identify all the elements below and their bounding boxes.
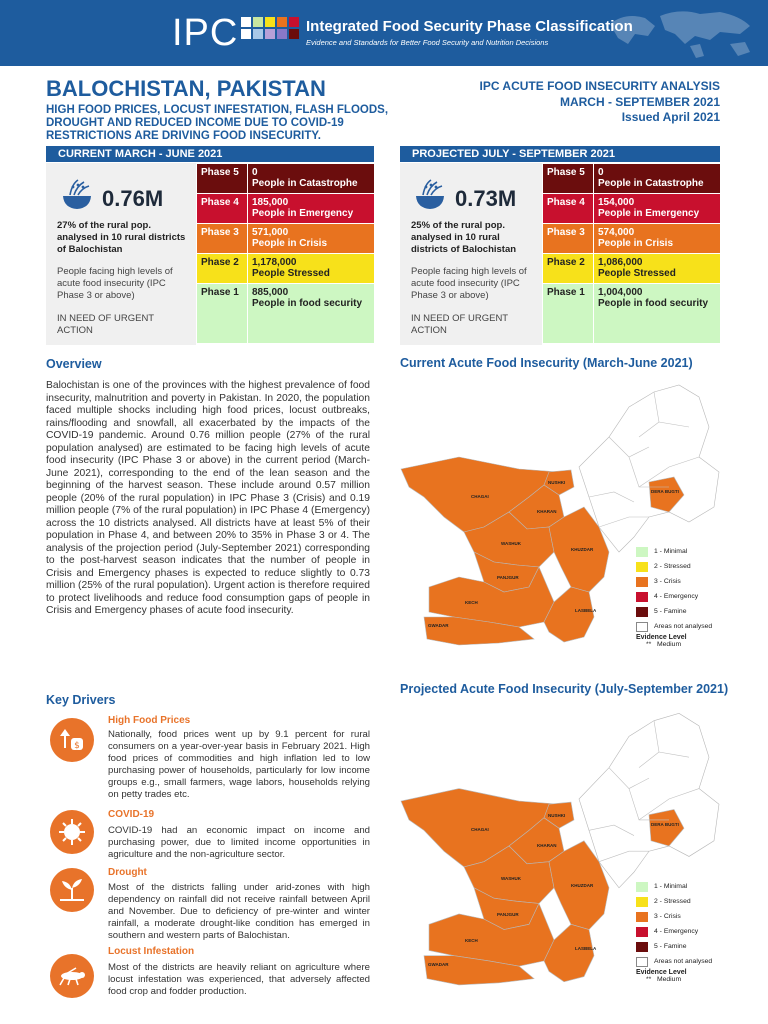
overview-title: Overview (46, 357, 102, 371)
legend-item (636, 544, 712, 559)
analysis-period: MARCH - SEPTEMBER 2021 (559, 94, 720, 109)
grain-bowl-icon (60, 178, 94, 212)
legend-label: 2 - Stressed (654, 898, 691, 906)
header-title: Integrated Food Security Phase Classification (306, 18, 633, 35)
projected-map-title: Projected Acute Food Insecurity (July-September 2021) (400, 682, 729, 696)
map-district-label: KECH (465, 600, 478, 605)
current-map (399, 377, 720, 669)
legend-swatch (636, 592, 648, 602)
phase-value (593, 164, 720, 193)
map-district-label: PANJGUR (497, 575, 519, 580)
phase-description: People in Catastrophe (252, 178, 358, 189)
map-legend (636, 879, 712, 983)
page-subtitle: HIGH FOOD PRICES, LOCUST INFESTATION, FLASH FLOODS, DROUGHT AND REDUCED INCOME DUE TO COVID-19 RESTRICTIONS ARE DRIVING FOOD INSECURITY. (46, 104, 389, 142)
phase-count: 0 (252, 167, 258, 178)
legend-item (636, 939, 712, 954)
map-district-label: KHARAN (537, 509, 557, 514)
legend-label: 3 - Crisis (654, 913, 681, 921)
analysis-info (480, 79, 720, 126)
phase-value (593, 194, 720, 223)
phase-description: People Stressed (252, 268, 330, 279)
analysis-issued: Issued April 2021 (621, 110, 720, 124)
phase-count: 885,000 (252, 287, 289, 298)
legend-label: Areas not analysed (654, 623, 713, 630)
header-banner (0, 0, 768, 66)
legend-item (636, 559, 712, 574)
phase-row-1 (197, 284, 374, 343)
phase-label: Phase 5 (201, 167, 239, 178)
phase-value (247, 254, 374, 283)
phase-value (247, 224, 374, 253)
legend-label: 3 - Crisis (654, 578, 681, 585)
phase-count: 574,000 (598, 227, 635, 238)
legend-swatch (636, 607, 648, 617)
legend-swatch (636, 912, 648, 922)
phase-value (593, 224, 720, 253)
map-district-label: NUSHKI (548, 480, 566, 485)
legend-label: 2 - Stressed (654, 563, 691, 570)
projected-action-text: IN NEED OF URGENT ACTION (411, 313, 508, 336)
legend-swatch (636, 882, 648, 892)
driver-text-prices: Nationally, food prices went up by 9.1 percent for rural consumers on a year-over-year basis in February 2021. High food prices of commodities and high inflation led to low purchasing power of households, particularly for low income groups e.g., small farmers, wage labors, households relying on petty trades etc. (108, 729, 370, 800)
map-district-label: DERA BUGTI (651, 821, 679, 827)
ipc-logo-text: IPC (172, 12, 239, 54)
legend-label: 1 - Minimal (654, 548, 688, 555)
phase-label: Phase 2 (201, 257, 239, 268)
phase-description: People in food security (598, 298, 709, 309)
legend-swatch (636, 927, 648, 937)
phase-description: People in Catastrophe (598, 178, 704, 189)
phase-row-2 (543, 254, 720, 283)
phase-row-5 (543, 164, 720, 193)
evidence-level-label: Evidence Level (636, 634, 687, 641)
driver-text-covid: COVID-19 had an economic impact on income and purchasing power, due to limited income opportunities in agriculture and the non-agriculture sector. (108, 825, 370, 860)
legend-swatch (636, 562, 648, 572)
map-legend (636, 544, 712, 648)
projected-map (399, 705, 720, 1010)
phase-count: 1,004,000 (598, 287, 643, 298)
phase-row-1 (543, 284, 720, 343)
map-district-lasbela (544, 587, 597, 642)
locust-icon (50, 954, 94, 998)
legend-label: 4 - Emergency (654, 593, 699, 600)
phase-description: People in food security (252, 298, 363, 309)
phase-description: People Stressed (598, 268, 676, 279)
phase-count: 0 (598, 167, 604, 178)
legend-swatch (636, 942, 648, 952)
driver-title-prices: High Food Prices (108, 715, 191, 726)
ipc-logo-grid (241, 17, 299, 39)
driver-title-locust: Locust Infestation (108, 946, 195, 957)
projected-pct-text: 25% of the rural pop. analysed in 10 rural districts of Balochistan (411, 220, 517, 255)
drought-plant-icon (50, 868, 94, 912)
current-pct-text: 27% of the rural pop. analysed in 10 rural districts of Balochistan (57, 220, 186, 255)
phase-row-5 (197, 164, 374, 193)
evidence-level-value: ** Medium (646, 641, 682, 648)
legend-swatch (636, 897, 648, 907)
map-district-label: KHUZDAR (571, 547, 594, 552)
page-title: BALOCHISTAN, PAKISTAN (46, 76, 326, 101)
current-action-text: IN NEED OF URGENT ACTION (57, 313, 154, 336)
legend-label: 5 - Famine (654, 943, 687, 951)
phase-count: 1,086,000 (598, 257, 643, 268)
phase-row-4 (197, 194, 374, 223)
phase-description: People in Emergency (598, 208, 700, 219)
phase-description: People in Emergency (252, 208, 354, 219)
phase-row-3 (543, 224, 720, 253)
analysis-type: IPC ACUTE FOOD INSECURITY ANALYSIS (479, 79, 720, 93)
map-district-label: GWADAR (428, 961, 449, 967)
virus-icon (50, 810, 94, 854)
legend-item (636, 924, 712, 939)
legend-label: 5 - Famine (654, 608, 687, 615)
evidence-level-label: Evidence Level (636, 969, 687, 977)
phase-description: People in Crisis (252, 238, 328, 249)
driver-title-covid: COVID-19 (108, 809, 155, 820)
phase-value (247, 164, 374, 193)
current-desc-text: People facing high levels of acute food insecurity (IPC Phase 3 or above) (57, 266, 173, 301)
svg-text:$: $ (74, 741, 80, 751)
phase-label: Phase 1 (201, 287, 239, 298)
phase-label: Phase 3 (547, 227, 585, 238)
map-district-label: WASHUK (501, 541, 521, 546)
map-district-label: KHARAN (537, 842, 557, 848)
map-district-label: PANJGUR (497, 911, 519, 917)
legend-label: Areas not analysed (654, 958, 713, 966)
phase-label: Phase 5 (547, 167, 585, 178)
overview-text: Balochistan is one of the provinces with the highest prevalence of food insecurity, malnutrition and poverty in Pakistan. In 2020, the population faced multiple shocks including high food prices, locust outbreaks, rains/flooding and snowfall, all exacerbated by the impacts of the COVID-19 pandemic. Around 0.76 million people (27% of the rural population analysed) are estimated to be facing high levels of acute food insecurity (IPC Phase 3 or above) in the current period (March-June 2021), corresponding to the end of the lean season and the beginning of the harvest season. These include around 0.57 million people (20% of the rural population) in IPC Phase 3 (Crisis) and 0.19 million people (7% of the rural population) in IPC Phase 4 (Emergency) across the 10 districts analysed. All districts have at least 5% of their population in Phase 4, and between 20% to 35% in Phase 3 or 4. The analysis of the projection period (July-September 2021) corresponding to the post-harvest season indicates that the number of people in Crisis and Emergency phases is expected to reduce slightly to 0.73 million (25% of the rural population). Urgent action is therefore required to protect livelihoods and reduce food consumption gaps of people in Crisis and Emergency phases of acute food insecurity. (46, 380, 370, 616)
driver-text-drought: Most of the districts falling under arid-zones with high dependency on rainfall did not receive rainfall between April and November. Due to deficiency of pre-winter and winter rainfall, a moderate drought-like condition has emerged in southern and western parts of Balochistan. (108, 882, 370, 941)
legend-item (636, 619, 712, 634)
map-district-label: DERA BUGTI (651, 489, 679, 494)
projected-total-people: 0.73M (455, 186, 517, 211)
map-district-label: KECH (465, 937, 478, 943)
phase-label: Phase 2 (547, 257, 585, 268)
legend-swatch (636, 622, 648, 632)
map-district-label: GWADAR (428, 623, 449, 628)
legend-item (636, 574, 712, 589)
phase-label: Phase 4 (547, 197, 585, 208)
phase-count: 185,000 (252, 197, 289, 208)
projected-panel-heading: PROJECTED JULY - SEPTEMBER 2021 (400, 146, 720, 162)
legend-item (636, 604, 712, 619)
map-district-lasbela (544, 924, 597, 981)
driver-text-locust: Most of the districts are heavily reliant on agriculture where locust infestation was experienced, that adversely affected food crop and fodder production. (108, 962, 370, 997)
map-district-label: CHAGAI (471, 827, 489, 833)
legend-swatch (636, 547, 648, 557)
map-district-label: NUSHKI (548, 812, 566, 818)
phase-count: 571,000 (252, 227, 289, 238)
current-map-title: Current Acute Food Insecurity (March-June 2021) (400, 356, 693, 370)
phase-row-3 (197, 224, 374, 253)
map-district-label: CHAGAI (471, 494, 489, 499)
legend-label: 1 - Minimal (654, 883, 688, 891)
projected-desc-text: People facing high levels of acute food insecurity (IPC Phase 3 or above) (411, 266, 527, 301)
current-total-people: 0.76M (102, 186, 164, 211)
legend-label: 4 - Emergency (654, 928, 699, 936)
phase-value (247, 194, 374, 223)
driver-title-drought: Drought (108, 867, 147, 878)
phase-count: 1,178,000 (252, 257, 297, 268)
legend-item (636, 909, 712, 924)
phase-row-2 (197, 254, 374, 283)
legend-item (636, 879, 712, 894)
price-increase-icon (50, 718, 94, 762)
legend-item (636, 894, 712, 909)
phase-label: Phase 4 (201, 197, 239, 208)
map-district-label: KHUZDAR (571, 882, 594, 888)
legend-item (636, 954, 712, 969)
phase-row-4 (543, 194, 720, 223)
legend-swatch (636, 957, 648, 967)
map-district-label: WASHUK (501, 876, 521, 882)
phase-value (247, 284, 374, 343)
legend-item (636, 589, 712, 604)
grain-bowl-icon (413, 178, 447, 212)
current-panel-heading: CURRENT MARCH - JUNE 2021 (46, 146, 374, 162)
phase-value (593, 254, 720, 283)
map-district-label: LASBELA (575, 946, 597, 952)
phase-label: Phase 1 (547, 287, 585, 298)
phase-count: 154,000 (598, 197, 635, 208)
evidence-level-value: ** Medium (646, 976, 682, 984)
phase-value (593, 284, 720, 343)
header-tagline: Evidence and Standards for Better Food Security and Nutrition Decisions (306, 38, 549, 47)
legend-swatch (636, 577, 648, 587)
phase-description: People in Crisis (598, 238, 674, 249)
phase-label: Phase 3 (201, 227, 239, 238)
map-district-label: LASBELA (575, 608, 597, 613)
key-drivers-title: Key Drivers (46, 693, 116, 707)
